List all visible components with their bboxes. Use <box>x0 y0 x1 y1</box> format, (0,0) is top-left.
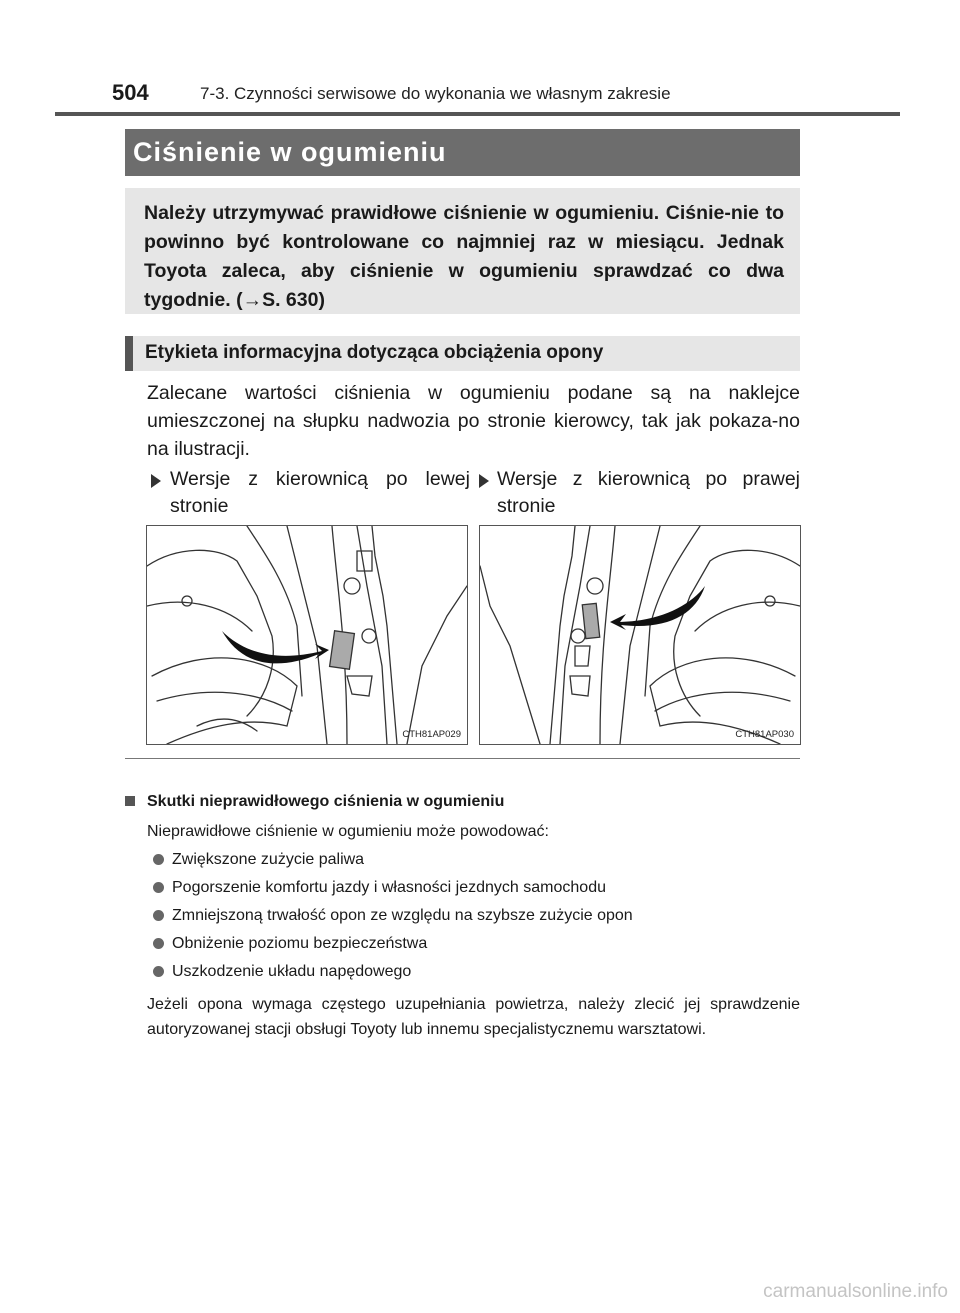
list-item-text: Uszkodzenie układu napędowego <box>172 963 412 980</box>
list-item-text: Zwiększone zużycie paliwa <box>172 851 365 868</box>
section-divider <box>125 758 800 759</box>
chapter-title: 7-3. Czynności serwisowe do wykonania we własnym zakresie <box>200 84 671 103</box>
triangle-bullet-icon <box>151 474 161 488</box>
effects-heading <box>125 793 504 811</box>
seat-pillar-illustration-right <box>480 526 800 744</box>
section-paragraph: Zalecane wartości ciśnienia w ogumieniu podane są na naklejce umieszczonej na słupku nadwozia po stronie kierowcy, tak jak pokaza-no na ilustracji. <box>147 382 800 460</box>
illustration-code: CTH81AP029 <box>402 729 461 740</box>
section-heading: Etykieta informacyjna dotycząca obciążenia opony <box>145 342 604 363</box>
effects-intro: Nieprawidłowe ciśnienie w ogumieniu może powodować: <box>147 823 549 840</box>
triangle-bullet-icon <box>479 474 489 488</box>
bullet-dot-icon <box>153 966 164 977</box>
page-title: Ciśnienie w ogumieniu <box>133 137 447 167</box>
closing-paragraph: Jeżeli opona wymaga częstego uzupełniania powietrza, należy zlecić jej sprawdzenie autoryzowanej stacji obsługi Toyoty lub innemu specjalistycznemu warsztatowi. <box>147 996 800 1038</box>
section-accent <box>125 336 133 371</box>
list-item <box>153 879 606 897</box>
intro-text: Należy utrzymywać prawidłowe ciśnienie w ogumieniu. Ciśnie-nie to powinno być kontrolowane co najmniej raz w miesiącu. Jednak Toyota zaleca, aby ciśnienie w ogumieniu sprawdzać co dwa tygodnie. (→S. 630) <box>144 202 784 311</box>
header-rule <box>55 112 900 116</box>
list-item <box>153 907 633 925</box>
illustration-lhd <box>146 525 468 745</box>
list-item-text: Pogorszenie komfortu jazdy i własności jezdnych samochodu <box>172 879 606 896</box>
illustration-code: CTH81AP030 <box>735 729 794 740</box>
list-item <box>153 963 411 981</box>
effects-heading-text: Skutki nieprawidłowego ciśnienia w ogumieniu <box>147 793 505 810</box>
page-number: 504 <box>112 80 149 105</box>
bullet-dot-icon <box>153 882 164 893</box>
seat-pillar-illustration-left <box>147 526 467 744</box>
list-item <box>153 851 364 869</box>
watermark: carmanualsonline.info <box>763 1281 948 1302</box>
rhd-label: Wersje z kierownicą po prawej stronie <box>497 468 800 517</box>
list-item-text: Zmniejszoną trwałość opon ze względu na szybsze zużycie opon <box>172 907 633 924</box>
list-item-text: Obniżenie poziomu bezpieczeństwa <box>172 935 428 952</box>
lhd-label: Wersje z kierownicą po lewej stronie <box>170 468 470 517</box>
list-item <box>153 935 427 953</box>
illustration-rhd <box>479 525 801 745</box>
bullet-dot-icon <box>153 910 164 921</box>
square-bullet-icon <box>125 796 135 806</box>
bullet-dot-icon <box>153 938 164 949</box>
bullet-dot-icon <box>153 854 164 865</box>
